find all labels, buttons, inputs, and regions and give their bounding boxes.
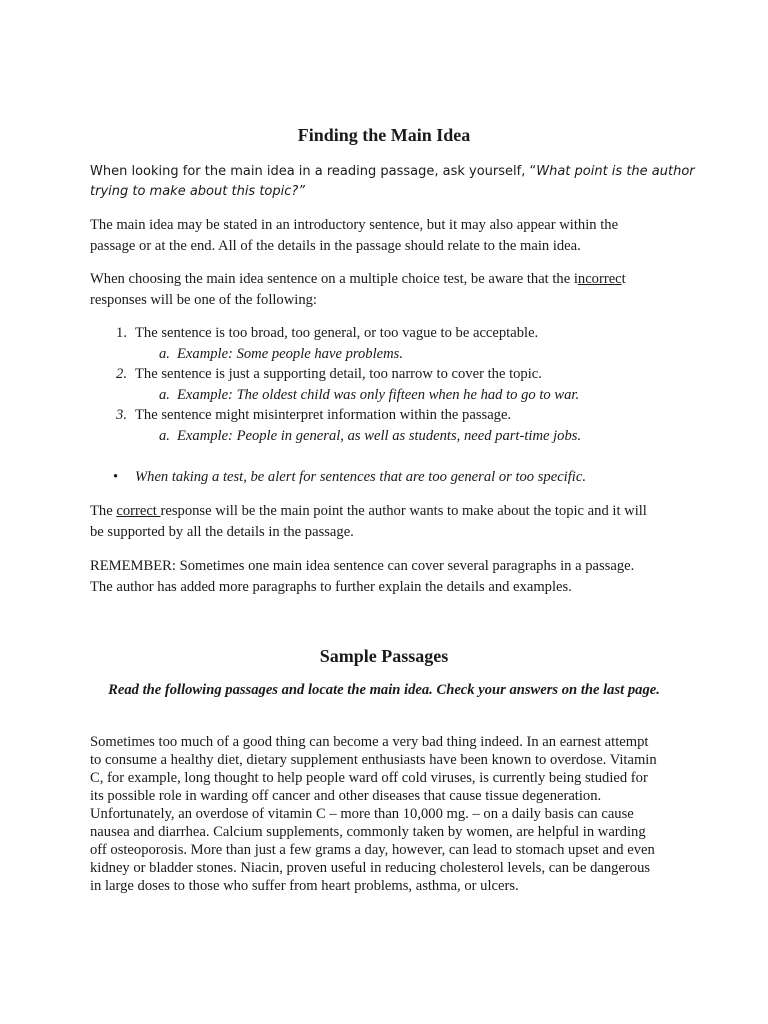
passage-line: nausea and diarrhea. Calcium supplements, commonly taken by women, are helpful in warding (90, 824, 646, 840)
intro-line-1 (90, 163, 695, 180)
passage-line: in large doses to those who suffer from heart problems, asthma, or ulcers. (90, 878, 519, 894)
list-number: 2. (116, 366, 127, 382)
correct-underlined: correct (116, 503, 161, 519)
correct-line-2: be supported by all the details in the passage. (90, 524, 354, 540)
intro-prefix: When looking for the main idea in a reading passage, ask yourself, “ (90, 164, 537, 179)
choosing-line-1 (90, 271, 626, 288)
passage-line: its possible role in warding off cancer and other diseases that cause tissue degeneration. (90, 788, 602, 804)
remember-line-1: REMEMBER: Sometimes one main idea sentence can cover several paragraphs in a passage. (90, 558, 635, 574)
list-subitem-3 (159, 428, 581, 445)
passage-line: off osteoporosis. More than just a few grams a day, however, can lead to stomach upset and even (90, 842, 655, 858)
list-number: 1. (116, 325, 127, 341)
passage-line: Sometimes too much of a good thing can become a very bad thing indeed. In an earnest attempt (90, 734, 649, 750)
tip-bullet (113, 469, 586, 486)
list-text: The sentence is just a supporting detail, too narrow to cover the topic. (135, 366, 542, 382)
choosing-line-2: responses will be one of the following: (90, 292, 317, 308)
stated-line-1: The main idea may be stated in an introductory sentence, but it may also appear within the (90, 217, 619, 233)
list-number: 3. (116, 407, 127, 423)
sub-text: Example: The oldest child was only fifteen when he had to go to war. (177, 387, 580, 403)
choosing-text-a: When choosing the main idea sentence on a multiple choice test, be aware that the i (90, 271, 578, 287)
stated-line-2: passage or at the end. All of the details in the passage should relate to the main idea. (90, 238, 581, 254)
instructions: Read the following passages and locate the main idea. Check your answers on the last page. (108, 682, 660, 698)
sub-letter: a. (159, 346, 170, 362)
remember-line-2: The author has added more paragraphs to further explain the details and examples. (90, 579, 572, 595)
sub-text: Example: Some people have problems. (177, 346, 403, 362)
list-text: The sentence is too broad, too general, or too vague to be acceptable. (135, 325, 539, 341)
correct-prefix: The (90, 503, 117, 519)
list-item-1 (105, 325, 538, 342)
passage-line: Unfortunately, an overdose of vitamin C – more than 10,000 mg. – on a daily basis can cause (90, 806, 634, 822)
tip-text: When taking a test, be alert for sentences that are too general or too specific. (135, 469, 586, 485)
sub-letter: a. (159, 428, 170, 444)
intro-line-2 (90, 183, 305, 200)
intro-question-2: trying to make about this topic?” (90, 184, 306, 199)
intro-question-1: What point is the author (536, 164, 695, 179)
passage-line: to consume a healthy diet, dietary supplement enthusiasts have been known to overdose. Vitamin (90, 752, 657, 768)
passage-line: kidney or bladder stones. Niacin, proven useful in reducing cholesterol levels, can be dangerous (90, 860, 651, 876)
list-item-3 (105, 407, 511, 424)
passage-line: C, for example, long thought to help people ward off cold viruses, is currently being studied for (90, 770, 648, 786)
correct-line-1 (90, 503, 647, 520)
list-text: The sentence might misinterpret information within the passage. (135, 407, 512, 423)
list-subitem-2 (159, 387, 579, 404)
page-title: Finding the Main Idea (297, 125, 471, 145)
bullet-icon: • (113, 469, 119, 485)
sample-title: Sample Passages (319, 646, 449, 666)
choosing-text-b: t (621, 271, 626, 287)
sample-passage (90, 733, 730, 895)
sub-text: Example: People in general, as well as students, need part-time jobs. (177, 428, 582, 444)
list-item-2 (105, 366, 542, 383)
correct-rest: response will be the main point the author wants to make about the topic and it will (160, 503, 647, 519)
list-subitem-1 (159, 346, 403, 363)
incorrect-underlined: ncorrec (577, 271, 622, 287)
sub-letter: a. (159, 387, 170, 403)
